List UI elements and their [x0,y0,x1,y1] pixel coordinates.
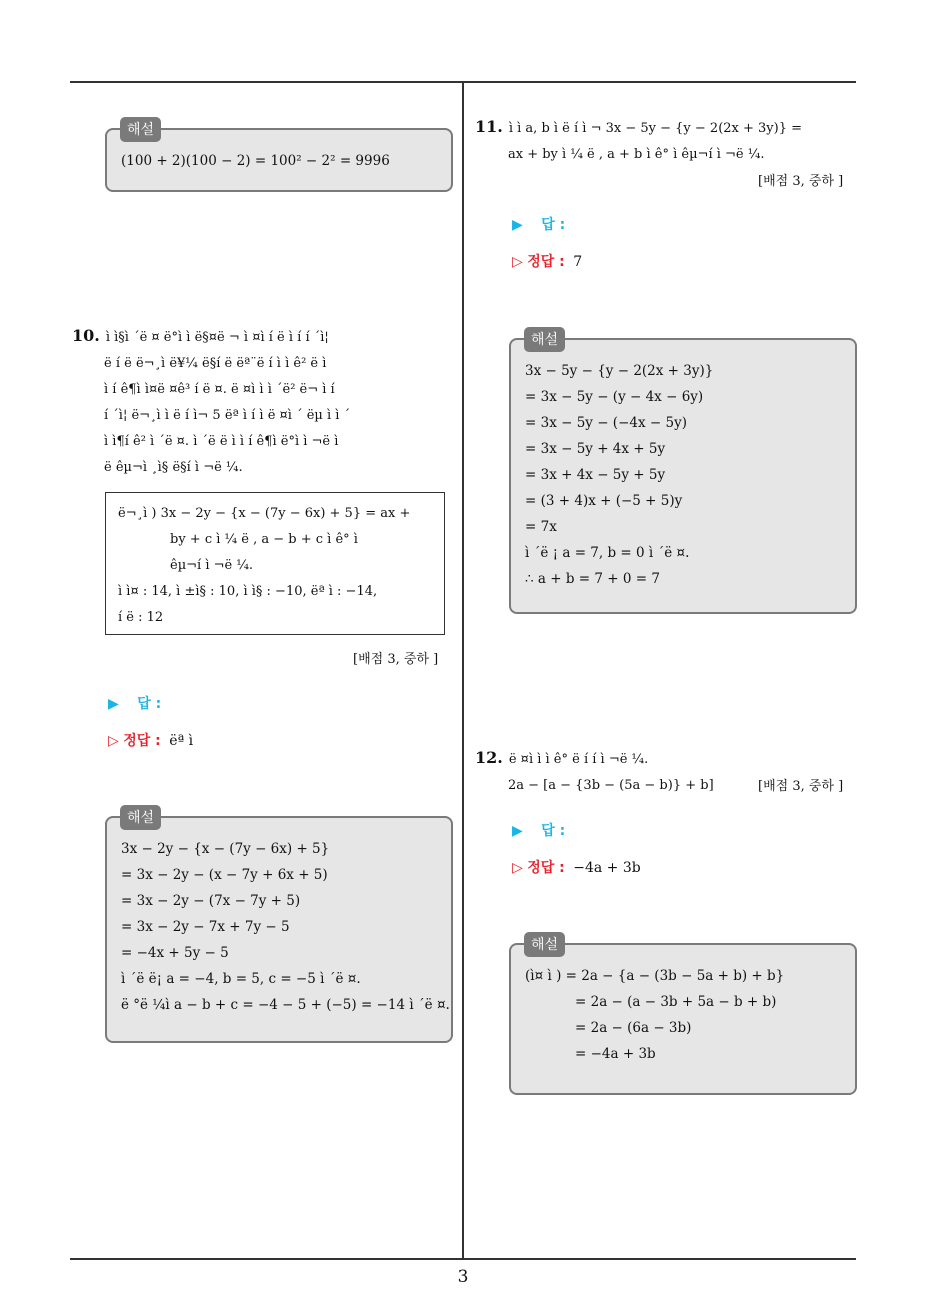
question-number: 12. [475,748,503,767]
q11-answer-blank [512,214,565,234]
solution-line: ∴ a + b = 7 + 0 = 7 [525,571,660,587]
correct-answer-label: 정답 : [527,860,565,876]
play-icon: ▶ [512,823,523,839]
solution-line: 3x − 5y − {y − 2(2x + 3y)} [525,363,714,379]
solution-line: = 3x − 2y − (x − 7y + 6x + 5) [121,867,328,883]
solution-line: = 3x − 5y − (y − 4x − 6y) [525,389,704,405]
problem-line: êµ¬í ì ¬ë ¼. [170,558,254,573]
solution-tag: 해설 [524,932,565,957]
q10-problem-box [105,492,445,635]
solution-line: ë °ë ¼ì a − b + c = −4 − 5 + (−5) = −14 ì ´ë ¤. [121,997,450,1013]
play-icon: ▶ [108,696,119,712]
solution-line: ì ´ë ¡ a = 7, b = 0 ì ´ë ¤. [525,545,690,561]
footer-rule [70,1258,856,1260]
q10-answer-blank [108,693,161,713]
solution-line: = 3x − 5y − (−4x − 5y) [525,415,687,431]
q12-answer-blank [512,820,565,840]
q10-correct-answer [108,730,193,750]
solution-line: (100 + 2)(100 − 2) = 100² − 2² = 9996 [121,153,390,169]
q11-question [475,114,860,168]
problem-line: ë¬¸ì ) 3x − 2y − {x − (7y − 6x) + 5} = ax + [118,506,411,521]
solution-line: = 3x − 2y − (7x − 7y + 5) [121,893,301,909]
solution-line: = (3 + 4)x + (−5 + 5)y [525,493,683,509]
solution-tag: 해설 [120,805,161,830]
answer-label: 답 : [541,217,566,233]
column-divider [462,82,464,1258]
solution-line: = 2a − (6a − 3b) [575,1020,692,1036]
play-icon: ▶ [512,217,523,233]
question-number: 10. [72,326,100,345]
q10-solution-box [105,810,453,1043]
correct-answer-label: 정답 : [123,733,161,749]
solution-line: = 2a − (a − 3b + 5a − b + b) [575,994,777,1010]
triangle-icon: ▷ [512,860,523,876]
solution-line: = −4a + 3b [575,1046,656,1062]
triangle-icon: ▷ [108,733,119,749]
question-text-line: ì ì§ì ´ë ¤ ë°ì ì ë§¤ë ¬ ì ¤ì í ë ì í í ´ì¦ [105,330,329,345]
q12-solution-box [509,937,857,1095]
q12-correct-answer [512,857,641,877]
question-text-line: ë í ë ë¬¸ì ë¥¼ ë§í ë ëª¨ë í ì ì ê² ë ì [104,356,327,371]
question-text-line: ì ì a, b ì ë í ì ¬ 3x − 5y − {y − 2(2x + 3y)} = [508,121,803,136]
question-text-line: ì í ê¶ì ì¤ë ¤ê³ í ë ¤. ë ¤ì ì ì ´ë² ë¬ ì í [104,382,335,397]
solution-tag: 해설 [120,117,161,142]
solution-line: = 7x [525,519,557,535]
correct-answer-value: ëª ì [169,733,194,749]
answer-label: 답 : [541,823,566,839]
solution-line: (ì¤ ì ) = 2a − {a − (3b − 5a + b) + b} [525,968,785,984]
triangle-icon: ▷ [512,254,523,270]
solution-line: = −4x + 5y − 5 [121,945,229,961]
q12-meta: [배점 3, 중하 ] [758,779,844,794]
problem-line: ì ì¤ : 14, ì ±ì§ : 10, ì ì§ : −10, ëª ì : −14, [118,584,378,599]
q9-solution-box [105,122,453,192]
question-text-line: ë êµ¬ì ¸ì§ ë§í ì ¬ë ¼. [104,460,243,475]
question-text-line: ì ì¶í ê² ì ´ë ¤. ì ´ë ë ì ì í ê¶ì ë°ì ì ¬ë ì [104,434,339,449]
q11-meta: [배점 3, 중하 ] [758,174,844,189]
correct-answer-label: 정답 : [527,254,565,270]
solution-tag: 해설 [524,327,565,352]
q11-solution-box [509,332,857,614]
correct-answer-value: −4a + 3b [573,860,641,876]
q10-question [72,323,457,481]
correct-answer-value: 7 [573,254,583,270]
question-text-line: ë ¤ì ì ì ê° ë í í ì ¬ë ¼. [508,752,649,767]
solution-line: 3x − 2y − {x − (7y − 6x) + 5} [121,841,330,857]
solution-line: = 3x − 2y − 7x + 7y − 5 [121,919,290,935]
problem-line: í ë : 12 [118,610,164,625]
answer-label: 답 : [137,696,162,712]
q11-correct-answer [512,251,582,271]
page-number: 3 [457,1267,469,1287]
solution-line: = 3x − 5y + 4x + 5y [525,441,666,457]
q10-meta: [배점 3, 중하 ] [353,652,439,667]
solution-line: ì ´ë ë¡ a = −4, b = 5, c = −5 ì ´ë ¤. [121,971,361,987]
solution-line: = 3x + 4x − 5y + 5y [525,467,666,483]
question-text-line: ax + by ì ¼ ë , a + b ì ê° ì êµ¬í ì ¬ë ¼. [508,147,765,162]
problem-line: by + c ì ¼ ë , a − b + c ì ê° ì [170,532,358,547]
question-number: 11. [475,117,503,136]
question-text-line: 2a − [a − {3b − (5a − b)} + b] [508,778,714,793]
question-text-line: í ´ì¦ ë¬¸ì ì ë í ì¬ 5 ëª ì í ì ë ¤ì ´ ëµ ì ì ´ [104,408,351,423]
